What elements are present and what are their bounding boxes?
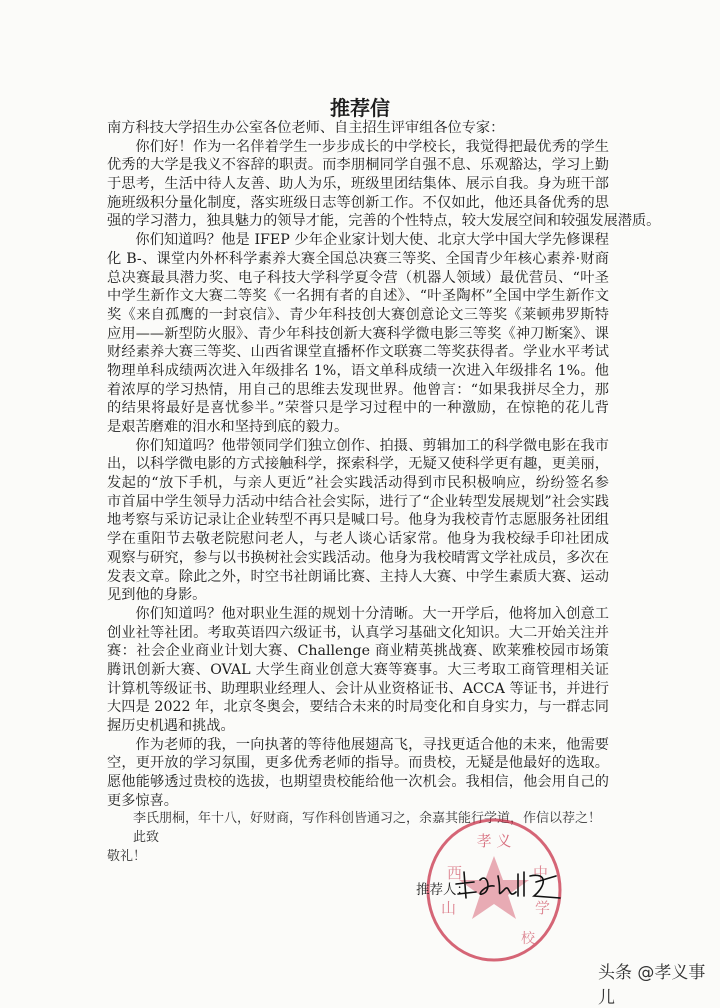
paragraph-line: 强的学习潜力，独具魅力的领导才能，完善的个性特点，较大发展空间和较强发展潜质。 [107,213,661,230]
paragraph-line: 大四是 2022 年，北京冬奥会，要结合未来的时局变化和自身实力，与一群志同 [107,699,609,716]
closing-regards-2: 敬礼！ [107,848,147,864]
paragraph-line: 赛：社会企业商业计划大赛、Challenge 商业精英挑战赛、欧莱雅校园市场策 [107,643,609,660]
paragraph-line: 见到他的身影。 [107,587,207,604]
paragraph-line: 发表文章。除此之外，时空书社朗诵比赛、主持人大赛、中学生素质大赛、运动 [107,568,609,585]
paragraph-line: 你们知道吗？他对职业生涯的规划十分清晰。大一开学后，他将加入创意工 [135,605,609,622]
paragraph-line: 施班级积分量化制度，落实班级日志等创新工作。不仅如此，他还具备优秀的思 [107,194,609,211]
paragraph-line: 于思考，生活中待人友善、助人为乐，班级里团结集体、展示自我。身为班干部 [107,176,609,193]
paragraph-line: 财经素养大赛三等奖、山西省课堂直播杯作文联赛二等奖获得者。学业水平考试 [107,344,609,361]
watermark: 头条 @孝义事儿 [598,963,706,1008]
paragraph-line: 总决赛最具潜力奖、电子科技大学科学夏令营（机器人领域）最优营员、“叶圣 [107,269,609,286]
paragraph-line: 化 B-、课堂内外杯科学素养大赛全国总决赛三等奖、全国青少年核心素养·财商 [107,250,609,267]
recommender-label: 推荐人： [416,882,470,898]
paragraph-line: 优秀的大学是我义不容辞的职责。而李朋桐同学自强不息、乐观豁达，学习上勤 [107,157,609,174]
paragraph-line: 出，以科学微电影的方式接触科学，探索科学，无疑又使科学更有趣，更美丽， [107,456,609,473]
paragraph-line: 物理单科成绩两次进入年级排名 1%，语文单科成绩一次进入年级排名 1%。他 [107,362,609,379]
paragraph-line: 愿他能够透过贵校的选拔，也期望贵校能给他一次机会。我相信，他会用自己的 [107,774,609,791]
letter-title: 推荐信 [330,96,390,120]
svg-text:西: 西 [447,864,463,882]
paragraph-line: 空，更开放的学习氛围，更多优秀老师的指导。而贵校，无疑是他最好的选取。 [107,755,609,772]
paragraph-line: 你们好！作为一名伴着学生一步步成长的中学校长，我觉得把最优秀的学生 [135,138,609,155]
closing-summary: 李氏朋桐，年十八，好财商，写作科创皆通习之，余嘉其能行学道，作信以荐之！ [133,811,602,827]
paragraphs [107,138,661,811]
paragraph-line: 市首届中学生领导力活动中结合社会实际，进行了“企业转型发展规划”社会实践 [107,493,609,510]
paragraph-line: 观察与研究，参与以书换树社会实践活动。他身为我校晴霄文学社成员，多次在 [107,549,609,566]
paragraph-line: 是艰苦磨难的泪水和坚持到底的毅力。 [107,419,349,435]
paragraph-line: 应用——新型防火服》、青少年科技创新大赛科学微电影三等奖《神刀断案》、课 [107,325,609,342]
paragraph-line: 创业社等社团。考取英语四六级证书，认真学习基础文化知识。大二开始关注并 [107,624,609,641]
paragraph-line: 你们知道吗？他是 IFEP 少年企业家计划大使、北京大学中国大学先修课程 [135,232,609,249]
paragraph-line: 发起的“放下手机，与亲人更近”社会实践活动得到市民积极响应，纷纷签名参 [107,475,609,492]
svg-text:中: 中 [533,864,549,882]
paragraph-line: 腾讯创新大赛、OVAL 大学生商业创意大赛等赛事。大三考取工商管理相关证 [107,661,609,678]
salutation: 南方科技大学招生办公室各位老师、自主招生评审组各位专家： [107,120,505,136]
svg-text:孝 义: 孝 义 [476,832,512,850]
paragraph-line: 地考察与采访记录让企业转型不再只是喊口号。他身为我校青竹志愿服务社团组 [107,512,609,529]
paragraph-line: 你们知道吗？他带领同学们独立创作、拍摄、剪辑加工的科学微电影在我市 [135,437,609,454]
paragraph-line: 着浓厚的学习热情，用自己的思维去发现世界。他曾言：“如果我拼尽全力，那 [107,381,609,398]
paragraph-line: 计算机等级证书、助理职业经理人、会计从业资格证书、ACCA 等证书，并进行 [107,680,609,697]
handwritten-signature [452,862,567,907]
svg-text:山: 山 [441,899,457,917]
svg-text:校: 校 [521,931,535,947]
paragraph-line: 握历史机遇和挑战。 [107,718,235,734]
paragraph-line: 学在重阳节去敬老院慰问老人，与老人谈心话家常。他身为我校绿手印社团成 [107,531,609,548]
svg-text:学: 学 [535,899,551,917]
letter-body [107,119,661,867]
paragraph-line: 奖《来自孤鹰的一封哀信》、青少年科技创大赛创意论文三等奖《莱顿弗罗斯特 [107,306,609,323]
closing-regards-1: 此致 [133,830,160,846]
paragraph-line: 更多惊喜。 [107,792,178,809]
paragraph-line: 作为老师的我，一向执著的等待他展翅高飞，寻找更适合他的未来，他需要 [135,736,609,753]
paragraph-line: 中学生新作文大赛二等奖《一名拥有者的自述》、“叶圣陶杯”全国中学生新作文 [107,288,609,305]
paragraph-line: 的结果将最好是喜忧参半。”荣誉只是学习过程中的一种激励，在惊艳的花儿背 [107,400,609,417]
